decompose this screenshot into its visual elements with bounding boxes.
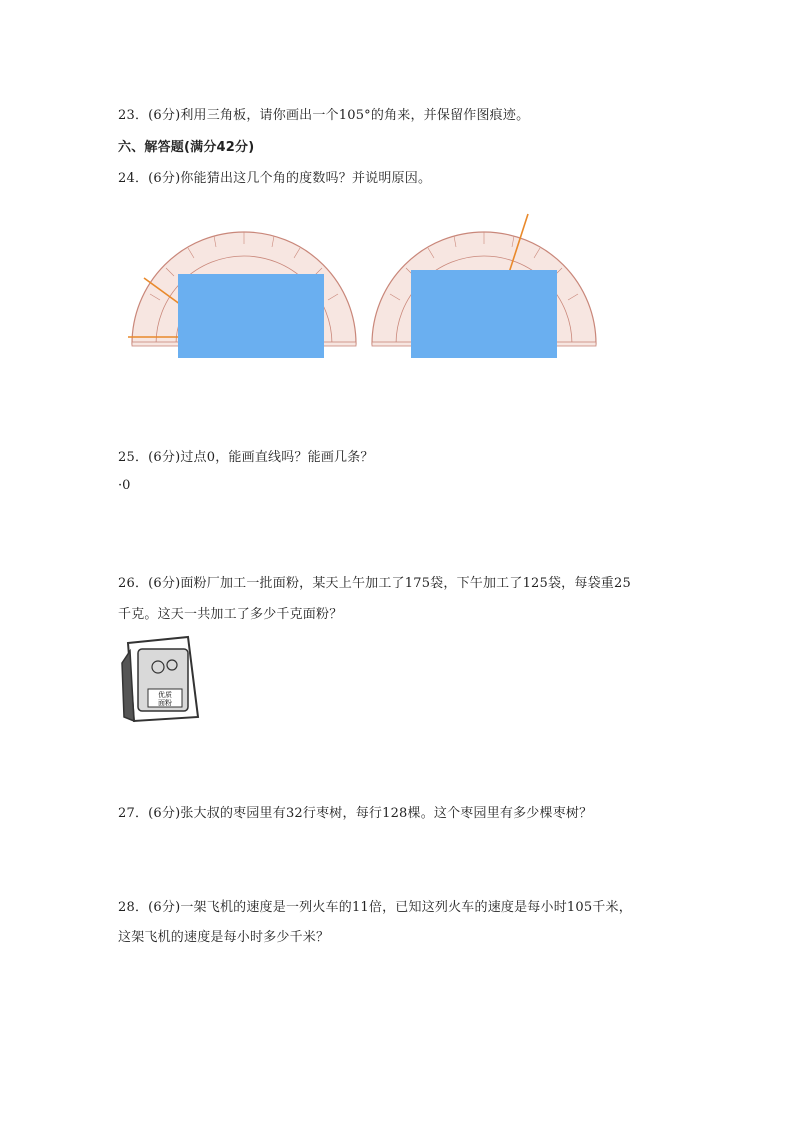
question-23: 23．(6分)利用三角板，请你画出一个105°的角来，并保留作图痕迹。	[118, 108, 530, 123]
flour-bag-icon	[118, 633, 204, 723]
question-28-line-2: 这架飞机的速度是每小时多少千米？	[118, 930, 330, 945]
question-25: 25．(6分)过点0，能画直线吗？能画几条？	[118, 450, 374, 465]
answer-cover-left	[178, 274, 324, 358]
bag-label-line-1: 优质	[158, 691, 172, 699]
question-24: 24．(6分)你能猜出这几个角的度数吗？并说明原因。	[118, 171, 432, 186]
question-27: 27．(6分)张大叔的枣园里有32行枣树，每行128棵。这个枣园里有多少棵枣树？	[118, 806, 593, 821]
question-26-line-2: 千克。这天一共加工了多少千克面粉？	[118, 607, 343, 622]
question-26-line-1: 26．(6分)面粉厂加工一批面粉，某天上午加工了175袋，下午加工了125袋，每袋重25	[118, 576, 631, 591]
question-28-line-1: 28．(6分)一架飞机的速度是一列火车的11倍，已知这列火车的速度是每小时105千米，	[118, 900, 632, 915]
bag-label-line-2: 面粉	[158, 699, 172, 707]
protractor-figure-left	[126, 206, 362, 364]
answer-cover-right	[411, 270, 557, 358]
point-o-label: ·0	[118, 478, 131, 493]
section-heading: 六、解答题(满分42分)	[118, 140, 255, 155]
flour-bag-illustration	[118, 633, 204, 723]
protractor-figure-right	[368, 206, 604, 364]
